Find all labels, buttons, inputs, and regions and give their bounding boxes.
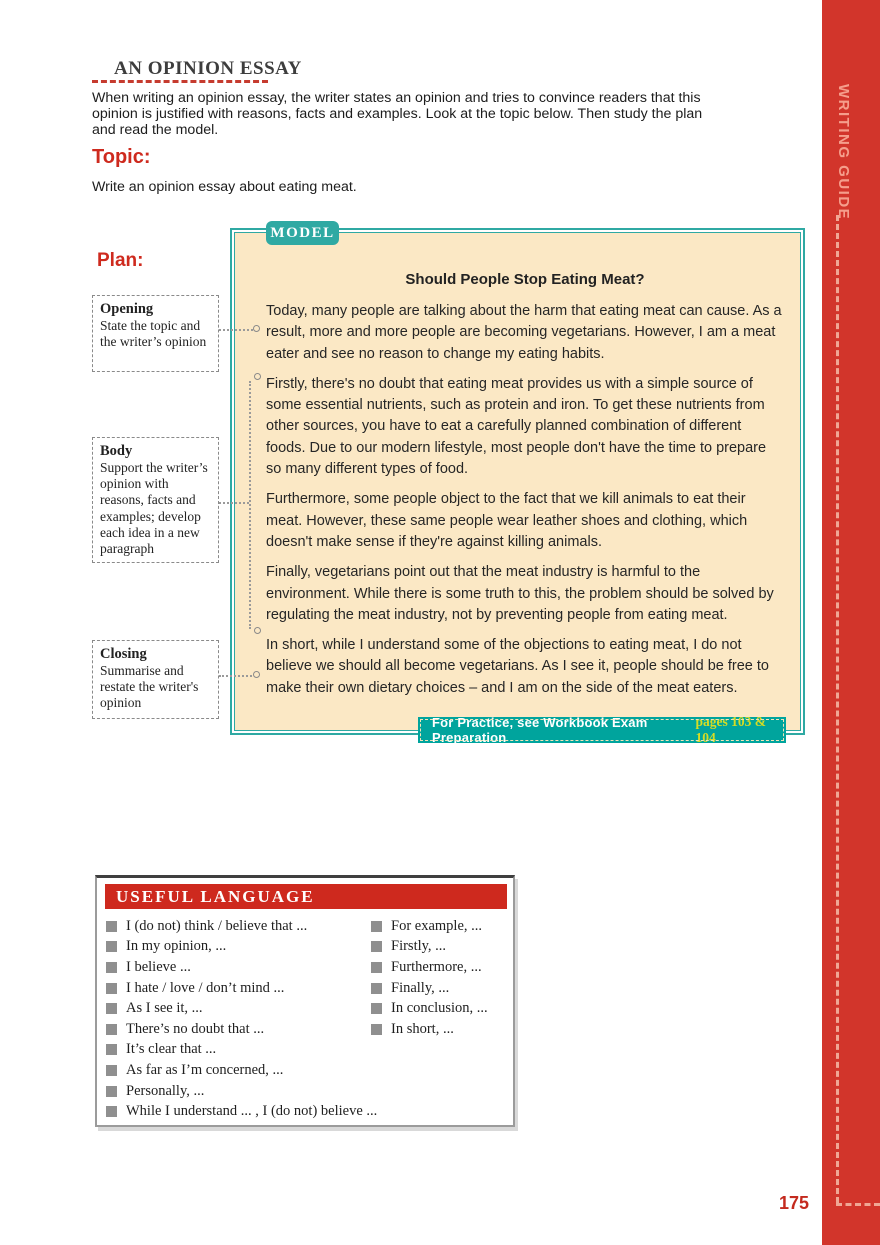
connector-opening-line <box>219 329 253 331</box>
square-bullet-icon <box>371 1024 382 1035</box>
useful-language-item-text: For example, ... <box>391 917 483 934</box>
intro-paragraph: When writing an opinion essay, the writer states an opinion and tries to convince readers that this opinion is justified with reasons, facts and examples. Look at the topic below. Then study the plan and read the model. <box>92 90 703 138</box>
square-bullet-icon <box>371 983 382 994</box>
essay-body <box>266 301 784 699</box>
useful-language-item <box>371 957 488 978</box>
connector-closing-line <box>219 675 252 677</box>
useful-language-right-column <box>371 916 488 1040</box>
square-bullet-icon <box>106 1065 117 1076</box>
useful-language-item <box>106 1060 377 1081</box>
square-bullet-icon <box>106 921 117 932</box>
useful-language-item <box>371 1019 488 1040</box>
square-bullet-icon <box>371 1003 382 1014</box>
topic-text: Write an opinion essay about eating meat. <box>92 179 357 195</box>
useful-language-item-text: While I understand ... , I (do not) believe ... <box>126 1103 378 1120</box>
plan-box-opening <box>92 295 219 372</box>
page-title: AN OPINION ESSAY <box>114 58 302 79</box>
useful-language-item-text: Furthermore, ... <box>391 958 482 975</box>
plan-box-desc: Support the writer’s opinion with reasons, facts and examples; develop each idea in a new paragraph <box>100 460 208 557</box>
useful-language-left-column <box>106 916 377 1122</box>
useful-language-item <box>106 916 377 937</box>
plan-heading: Plan: <box>97 250 144 271</box>
connector-body-bottom-dot <box>254 627 261 634</box>
square-bullet-icon <box>106 962 117 973</box>
square-bullet-icon <box>106 1003 117 1014</box>
practice-banner-pages: pages 103 & 104 <box>695 714 766 745</box>
sidebar-dashed-line-vertical <box>836 215 839 1203</box>
essay-paragraph: Finally, vegetarians point out that the meat industry is harmful to the environment. While there is some truth to this, the problem should be solved by regulating the meat industry, not by preventing people from eating meat. <box>266 564 774 623</box>
connector-body-line <box>219 502 249 504</box>
useful-language-item-text: I (do not) think / believe that ... <box>126 917 308 934</box>
useful-language-item-text: I hate / love / don’t mind ... <box>126 979 285 996</box>
useful-language-item-text: As I see it, ... <box>126 1000 203 1017</box>
connector-body-vertical-line <box>249 381 251 629</box>
page-number: 175 <box>779 1193 810 1213</box>
useful-language-item-text: It’s clear that ... <box>126 1041 217 1058</box>
square-bullet-icon <box>106 1044 117 1055</box>
topic-heading: Topic: <box>92 146 151 168</box>
practice-banner <box>418 714 786 745</box>
useful-language-item <box>106 1040 377 1061</box>
useful-language-item <box>106 937 377 958</box>
useful-language-item-text: Finally, ... <box>391 979 450 996</box>
useful-language-heading: USEFUL LANGUAGE <box>105 884 507 909</box>
model-panel-inner <box>234 232 801 731</box>
useful-language-item <box>106 998 377 1019</box>
plan-box-title: Closing <box>100 646 147 662</box>
square-bullet-icon <box>371 941 382 952</box>
useful-language-item-text: In my opinion, ... <box>126 938 227 955</box>
useful-language-item <box>106 978 377 999</box>
title-dashed-underline <box>92 80 268 83</box>
useful-language-item <box>106 1081 377 1102</box>
useful-language-item-text: Firstly, ... <box>391 938 447 955</box>
plan-box-desc: Summarise and restate the writer's opinion <box>100 663 199 711</box>
useful-language-item <box>371 978 488 999</box>
plan-box-desc: State the topic and the writer’s opinion <box>100 318 207 350</box>
model-badge: MODEL <box>266 221 339 245</box>
useful-language-item <box>371 937 488 958</box>
essay-paragraph: In short, while I understand some of the objections to eating meat, I do not believe we should all become vegetarians. As I see it, people should be free to make their own dietary choices – and I am on the side of the meat eaters. <box>266 637 769 696</box>
sidebar-dashed-line-horizontal <box>836 1203 880 1206</box>
plan-box-title: Body <box>100 443 133 459</box>
useful-language-item-text: There’s no doubt that ... <box>126 1020 265 1037</box>
plan-box-body <box>92 437 219 563</box>
essay-paragraph: Furthermore, some people object to the fact that we kill animals to eat their meat. However, these same people wear leather shoes and clothing, which doesn't make sense if they're against killing animals. <box>266 491 748 550</box>
useful-language-item-text: In conclusion, ... <box>391 1000 488 1017</box>
sidebar-vertical-label: WRITING GUIDE <box>835 84 852 221</box>
useful-language-item-text: I believe ... <box>126 958 191 975</box>
writing-guide-sidebar <box>822 0 880 1245</box>
practice-banner-text: For Practice, see Workbook Exam Preparation <box>432 715 648 745</box>
square-bullet-icon <box>106 941 117 952</box>
square-bullet-icon <box>106 1106 117 1117</box>
essay-paragraph: Today, many people are talking about the harm that eating meat can cause. As a result, more and more people are becoming vegetarians. However, I am a meat eater and see no reason to change my eating habits. <box>266 303 782 362</box>
square-bullet-icon <box>106 1024 117 1035</box>
square-bullet-icon <box>371 921 382 932</box>
square-bullet-icon <box>106 1086 117 1097</box>
useful-language-box <box>95 875 515 1127</box>
connector-body-top-dot <box>254 373 261 380</box>
useful-language-item <box>106 957 377 978</box>
plan-box-closing <box>92 640 219 719</box>
connector-opening-dot <box>253 325 260 332</box>
useful-language-item <box>371 916 488 937</box>
useful-language-item <box>106 1101 377 1122</box>
essay-title: Should People Stop Eating Meat? <box>405 271 645 288</box>
plan-box-title: Opening <box>100 301 154 317</box>
useful-language-item-text: Personally, ... <box>126 1082 205 1099</box>
square-bullet-icon <box>371 962 382 973</box>
connector-closing-dot <box>253 671 260 678</box>
useful-language-item <box>106 1019 377 1040</box>
essay-paragraph: Firstly, there's no doubt that eating meat provides us with a simple source of some essential nutrients, such as protein and iron. To get these nutrients from other sources, you have to eat a carefully planned combination of different foods. Due to our modern lifestyle, most people don't have the time to prepare so many different types of food. <box>266 375 767 478</box>
model-panel <box>230 228 805 735</box>
square-bullet-icon <box>106 983 117 994</box>
useful-language-item-text: As far as I’m concerned, ... <box>126 1061 284 1078</box>
useful-language-item-text: In short, ... <box>391 1020 454 1037</box>
useful-language-item <box>371 998 488 1019</box>
